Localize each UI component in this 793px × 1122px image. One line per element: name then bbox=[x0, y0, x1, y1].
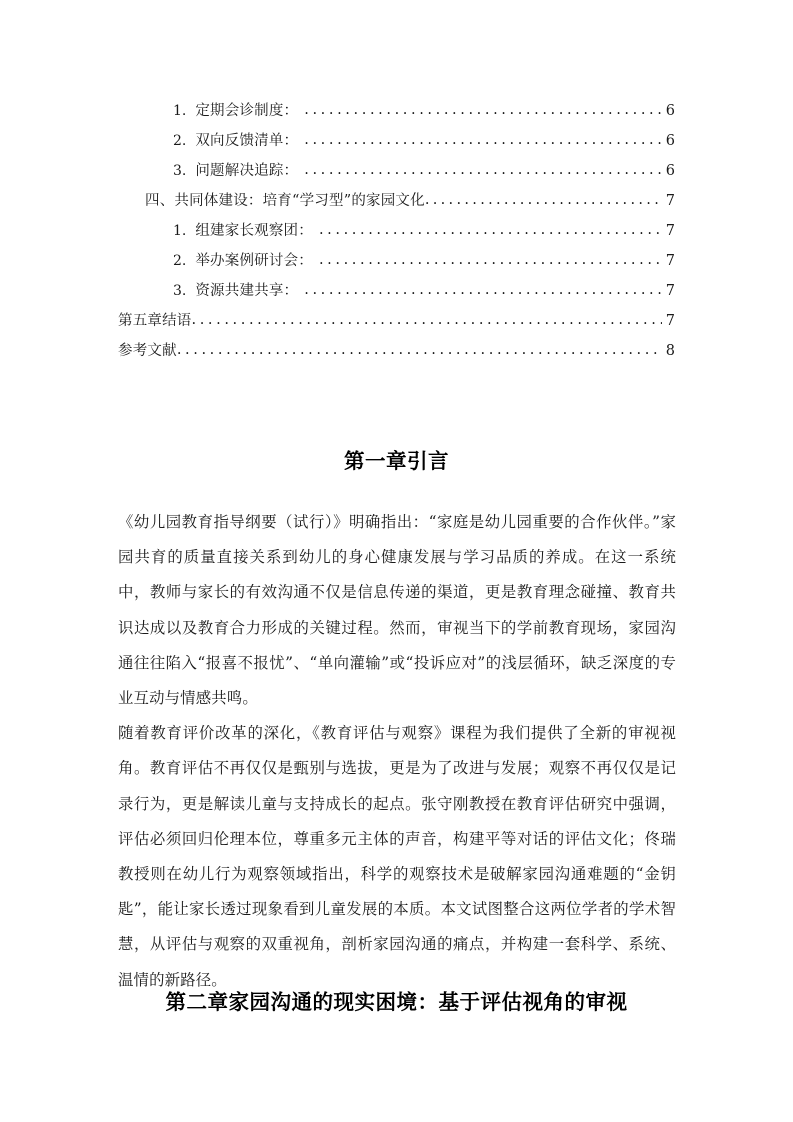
toc-entry-label: 参考文献 bbox=[118, 342, 177, 359]
section-heading-chapter-two: 第二章家园沟通的现实困境：基于评估视角的审视 bbox=[165, 990, 628, 1014]
toc-dot-leader bbox=[319, 221, 662, 238]
toc-dot-leader bbox=[304, 101, 662, 118]
toc-dot-leader bbox=[192, 311, 663, 328]
toc-entry-page-number: 7 bbox=[665, 222, 675, 239]
toc-entry[interactable] bbox=[118, 298, 675, 328]
toc-entry[interactable] bbox=[118, 238, 675, 268]
toc-entry[interactable] bbox=[118, 178, 675, 208]
body-paragraph: 《幼儿园教育指导纲要（试行）》明确指出：“家庭是幼儿园重要的合作伙伴。”家园共育的质量直接关系到幼儿的身心健康发展与学习品质的养成。在这一系统中，教师与家长的有效沟通不仅是信息传递的渠道，更是教育理念碰撞、教育共识达成以及教育合力形成的关键过程。然而，审视当下的学前教育现场，家园沟通往往陷入“报喜不报忧”、“单向灌输”或“投诉应对”的浅层循环，缺乏深度的专业互动与情感共鸣。 bbox=[118, 513, 676, 708]
toc-dot-leader bbox=[304, 131, 662, 148]
toc-entry-label: 问题解决追踪： bbox=[195, 162, 299, 179]
page-title-chapter-one: 第一章引言 bbox=[344, 449, 449, 473]
toc-entry-label: 举办案例研讨会： bbox=[195, 252, 313, 269]
toc-entry-page-number: 7 bbox=[665, 192, 675, 209]
body-content bbox=[118, 505, 676, 998]
body-paragraph: 随着教育评价改革的深化，《教育评估与观察》课程为我们提供了全新的审视视角。教育评估不再仅仅是甄别与选拔，更是为了改进与发展；观察不再仅仅是记录行为，更是解读儿童与支持成长的起点。张守刚教授在教育评估研究中强调，评估必须回归伦理本位，尊重多元主体的声音，构建平等对话的评估文化；佟瑞教授则在幼儿行为观察领域指出，科学的观察技术是破解家园沟通难题的“金钥匙”，能让家长透过现象看到儿童发展的本质。本文试图整合这两位学者的学术智慧，从评估与观察的双重视角，剖析家园沟通的痛点，并构建一套科学、系统、温情的新路径。 bbox=[118, 724, 676, 989]
toc-entry-label: 第五章结语 bbox=[118, 312, 192, 329]
toc-entry-number: 2. bbox=[173, 253, 187, 269]
toc-entry-page-number: 7 bbox=[665, 312, 675, 329]
toc-entry-page-number: 6 bbox=[665, 102, 675, 119]
toc-entry-page-number: 6 bbox=[665, 132, 675, 149]
toc-entry-label: 四、共同体建设：培育“学习型”的家园文化 bbox=[145, 192, 425, 209]
toc-entry[interactable] bbox=[118, 268, 675, 298]
toc-entry-number: 2. bbox=[173, 133, 187, 149]
toc-entry-page-number: 7 bbox=[665, 282, 675, 299]
toc-dot-leader bbox=[425, 191, 662, 208]
toc-entry[interactable] bbox=[118, 118, 675, 148]
toc-dot-leader bbox=[304, 161, 662, 178]
toc-entry-number: 1. bbox=[173, 103, 187, 119]
toc-dot-leader bbox=[304, 281, 662, 298]
toc-entry-number: 3. bbox=[173, 163, 187, 179]
table-of-contents bbox=[118, 88, 675, 358]
toc-entry-label: 资源共建共享： bbox=[195, 282, 299, 299]
toc-entry-label: 组建家长观察团： bbox=[195, 222, 313, 239]
toc-entry-number: 3. bbox=[173, 283, 187, 299]
toc-entry[interactable] bbox=[118, 88, 675, 118]
toc-entry[interactable] bbox=[118, 148, 675, 178]
toc-list bbox=[118, 88, 675, 358]
toc-entry-page-number: 6 bbox=[665, 162, 675, 179]
toc-dot-leader bbox=[319, 251, 662, 268]
toc-entry-page-number: 8 bbox=[665, 342, 675, 359]
toc-entry[interactable] bbox=[118, 328, 675, 358]
toc-entry-label: 定期会诊制度： bbox=[195, 102, 299, 119]
toc-dot-leader bbox=[177, 341, 662, 358]
toc-entry-number: 1. bbox=[173, 223, 187, 239]
toc-entry-label: 双向反馈清单： bbox=[195, 132, 299, 149]
toc-entry-page-number: 7 bbox=[665, 252, 675, 269]
toc-entry[interactable] bbox=[118, 208, 675, 238]
